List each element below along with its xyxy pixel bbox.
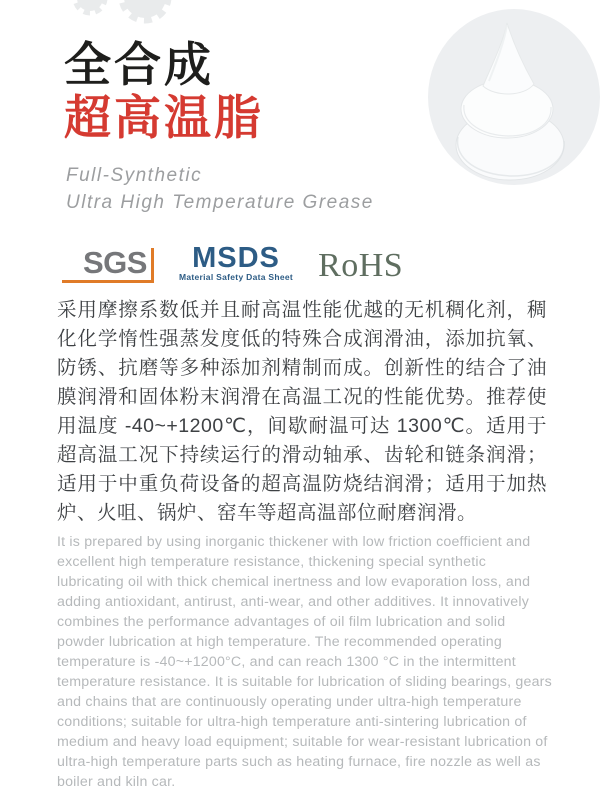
msds-logo [178,242,294,283]
page-title [64,38,264,144]
gear-icon [62,0,182,32]
description-english: It is prepared by using inorganic thickener with low friction coefficient and excellent high temperature resistance, thickening special synthetic lubricating oil with thick chemical inertness and low evaporation loss, and adding antioxidant, antirust, anti-wear, and other additives. It innovatively combines the performance advantages of oil film lubrication and solid powder lubrication at high temperature. The recommended operating temperature is -40~+1200°C, and can reach 1300 °C in the intermittent temperature resistance. It is suitable for lubrication of sliding bearings, gears and chains that are continuously operating under ultra-high temperature conditions; suitable for ultra-high temperature anti-sintering lubrication of medium and heavy load equipment; suitable for wear-resistant lubrication of ultra-high temperature parts such as heating furnace, fire nozzle as well as boiler and kiln car. [57,534,552,790]
title-cn-red: 超高温脂 [64,91,264,144]
description-chinese: 采用摩擦系数低并且耐高温性能优越的无机稠化剂，稠化化学惰性强蒸发度低的特殊合成润滑油，添加抗氧、防锈、抗磨等多种添加剂精制而成。创新性的结合了油膜润滑和固体粉末润滑在高温工况的性能优势。推荐使用温度 -40~+1200℃，间歇耐温可达 1300℃。适用于超高温工况下持续运行的滑动轴承、齿轮和链条润滑；适用于中重负荷设备的超高温防烧结润滑；适用于加热炉、火咀、锅炉、窑车等超高温部位耐磨润滑。 [57,299,547,524]
title-cn-black: 全合成 [64,38,214,91]
subtitle-line-2: Ultra High Temperature Grease [66,192,374,213]
grease-swirl-icon [428,9,600,185]
msds-subtitle: Material Safety Data Sheet [178,272,294,282]
subtitle-line-1: Full-Synthetic [66,165,203,186]
gear-icon-small [76,0,104,12]
product-image [428,9,600,185]
msds-label: MSDS [192,242,280,274]
gear-icons [62,0,182,32]
certification-logos [62,241,403,283]
rohs-logo: RoHS [318,247,404,284]
sgs-logo: SGS [62,248,154,283]
gear-icon-large [123,0,167,19]
subtitle-en [66,162,374,216]
